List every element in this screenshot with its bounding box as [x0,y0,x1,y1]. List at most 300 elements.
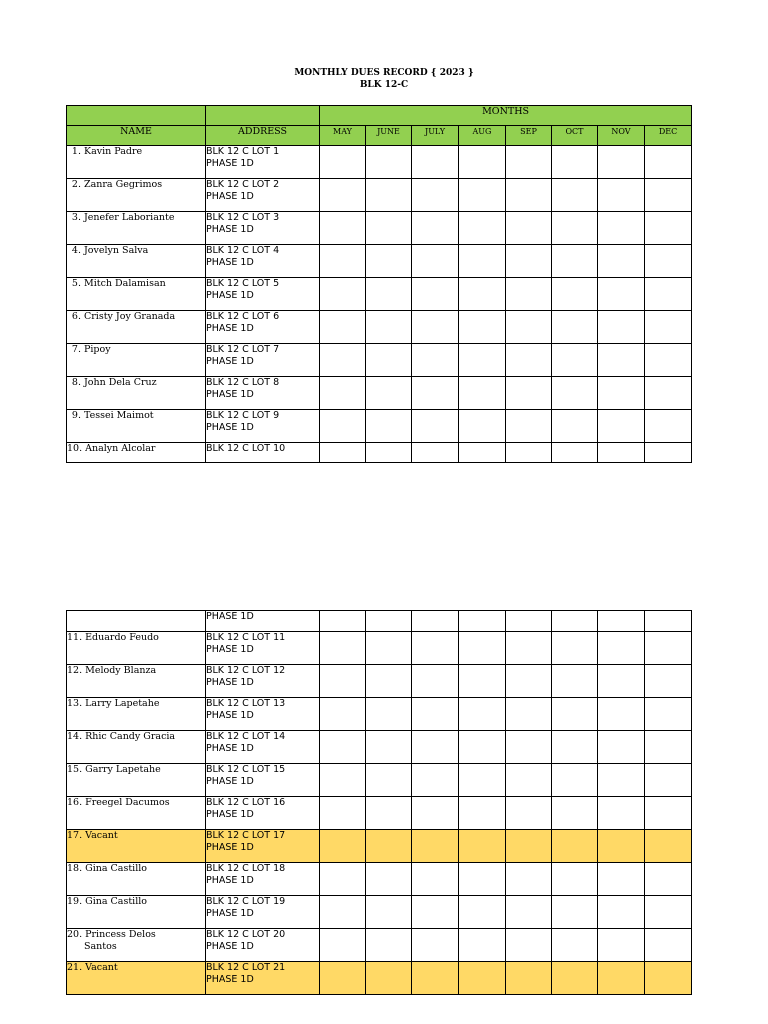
table-row [67,698,692,731]
address-line-1: BLK 12 C LOT 4 [206,245,280,256]
dues-cell[interactable] [552,311,598,344]
table-row [67,632,692,665]
month-header-sep: SEP [506,126,552,146]
dues-cell[interactable] [645,962,692,995]
dues-cell[interactable] [645,311,692,344]
name-cell [67,698,206,731]
dues-cell[interactable] [552,212,598,245]
row-number: 12. [67,665,83,676]
table-row [67,863,692,896]
dues-cell[interactable] [320,698,366,731]
address-cell [206,929,320,962]
name-cell [67,764,206,797]
dues-cell[interactable] [506,830,552,863]
document-title: MONTHLY DUES RECORD { 2023 } [294,68,474,78]
dues-cell[interactable] [552,632,598,665]
dues-cell[interactable] [320,179,366,212]
name-cell [67,830,206,863]
dues-cell[interactable] [645,278,692,311]
dues-cell[interactable] [320,245,366,278]
resident-name-text: Vacant [85,830,118,841]
dues-cell[interactable] [412,410,459,443]
resident-name [67,245,205,257]
dues-cell[interactable] [459,929,506,962]
dues-cell[interactable] [506,443,552,463]
dues-cell[interactable] [366,731,412,764]
resident-name [67,830,205,842]
dues-cell[interactable] [412,377,459,410]
dues-table-page-1 [66,105,692,463]
address-line-1: BLK 12 C LOT 10 [206,443,286,454]
dues-cell[interactable] [552,377,598,410]
dues-cell[interactable] [459,344,506,377]
dues-cell[interactable] [552,611,598,632]
dues-cell[interactable] [366,278,412,311]
dues-cell[interactable] [320,962,366,995]
dues-cell[interactable] [552,731,598,764]
dues-cell[interactable] [506,179,552,212]
dues-cell[interactable] [506,863,552,896]
dues-cell[interactable] [506,344,552,377]
dues-cell[interactable] [412,278,459,311]
address-line-2: PHASE 1D [206,940,254,952]
address-line-2: PHASE 1D [206,709,254,721]
dues-cell[interactable] [645,698,692,731]
address-line-1: BLK 12 C LOT 12 [206,665,286,676]
row-number: 11. [67,632,83,643]
dues-cell[interactable] [459,665,506,698]
dues-cell[interactable] [552,443,598,463]
address-cell [206,377,320,410]
dues-cell[interactable] [459,377,506,410]
dues-cell[interactable] [506,212,552,245]
dues-cell[interactable] [552,410,598,443]
table-row [67,311,692,344]
dues-cell[interactable] [645,245,692,278]
address-cell [206,830,320,863]
address-line-1: BLK 12 C LOT 5 [206,278,280,289]
resident-name-text: Jenefer Laboriante [84,212,175,223]
dues-cell[interactable] [320,665,366,698]
address-cell [206,278,320,311]
dues-cell[interactable] [366,611,412,632]
dues-cell[interactable] [320,443,366,463]
dues-cell[interactable] [645,797,692,830]
resident-name [67,665,205,677]
dues-cell[interactable] [459,212,506,245]
dues-cell[interactable] [598,830,645,863]
dues-cell[interactable] [506,731,552,764]
dues-cell[interactable] [552,863,598,896]
table-row [67,146,692,179]
dues-cell[interactable] [645,377,692,410]
row-number: 3. [71,212,81,223]
resident-name [67,632,205,644]
dues-cell[interactable] [598,146,645,179]
dues-cell[interactable] [598,896,645,929]
dues-cell[interactable] [645,896,692,929]
address-cell [206,632,320,665]
dues-cell[interactable] [320,410,366,443]
dues-cell[interactable] [459,830,506,863]
dues-cell[interactable] [459,443,506,463]
dues-cell[interactable] [366,311,412,344]
dues-cell[interactable] [459,797,506,830]
address-line-1: BLK 12 C LOT 20 [206,929,286,940]
dues-cell[interactable] [552,764,598,797]
table-row [67,344,692,377]
dues-cell[interactable] [412,731,459,764]
dues-cell[interactable] [598,797,645,830]
dues-cell[interactable] [506,929,552,962]
dues-cell[interactable] [320,632,366,665]
dues-cell[interactable] [366,443,412,463]
dues-cell[interactable] [552,830,598,863]
dues-cell[interactable] [506,764,552,797]
dues-cell[interactable] [506,797,552,830]
blank-header-cell [67,106,206,126]
address-cell [206,146,320,179]
address-cell [206,410,320,443]
dues-cell[interactable] [412,632,459,665]
resident-name-text: Rhic Candy Gracia [85,731,176,742]
dues-cell[interactable] [412,896,459,929]
dues-cell[interactable] [412,212,459,245]
dues-cell[interactable] [645,665,692,698]
dues-cell[interactable] [366,962,412,995]
dues-cell[interactable] [459,764,506,797]
dues-cell[interactable] [506,632,552,665]
name-cell [67,146,206,179]
dues-cell[interactable] [645,146,692,179]
dues-cell[interactable] [506,665,552,698]
dues-cell[interactable] [506,896,552,929]
dues-cell[interactable] [645,632,692,665]
name-cell [67,443,206,463]
name-cell [67,797,206,830]
row-number: 1. [71,146,81,157]
dues-cell[interactable] [459,179,506,212]
table-row [67,731,692,764]
dues-cell[interactable] [598,863,645,896]
dues-cell[interactable] [320,830,366,863]
dues-cell[interactable] [645,410,692,443]
dues-cell[interactable] [412,146,459,179]
dues-cell[interactable] [320,377,366,410]
month-header-aug: AUG [459,126,506,146]
name-cell [67,863,206,896]
dues-cell[interactable] [320,896,366,929]
dues-cell[interactable] [552,962,598,995]
dues-cell[interactable] [506,698,552,731]
address-line-1: BLK 12 C LOT 7 [206,344,280,355]
dues-table-page-2 [66,610,692,995]
dues-cell[interactable] [598,344,645,377]
dues-cell[interactable] [366,698,412,731]
resident-name-text: Larry Lapetahe [85,698,160,709]
name-cell [67,245,206,278]
resident-name-line2: Santos [84,940,117,952]
dues-cell[interactable] [459,278,506,311]
dues-cell[interactable] [459,632,506,665]
dues-cell[interactable] [366,344,412,377]
table-row [67,929,692,962]
dues-cell[interactable] [506,611,552,632]
dues-cell[interactable] [366,929,412,962]
dues-cell[interactable] [506,962,552,995]
address-cell [206,962,320,995]
address-cell [206,611,320,632]
dues-cell[interactable] [459,311,506,344]
dues-cell[interactable] [598,212,645,245]
months-header: MONTHS [320,106,692,126]
dues-cell[interactable] [320,929,366,962]
dues-cell[interactable] [320,797,366,830]
month-header-july: JULY [412,126,459,146]
resident-name-text: Cristy Joy Granada [84,311,176,322]
dues-cell[interactable] [320,146,366,179]
dues-cell[interactable] [598,611,645,632]
dues-cell[interactable] [320,764,366,797]
dues-cell[interactable] [645,929,692,962]
dues-cell[interactable] [366,377,412,410]
row-number: 14. [67,731,83,742]
dues-cell[interactable] [598,764,645,797]
dues-cell[interactable] [366,245,412,278]
dues-cell[interactable] [552,698,598,731]
dues-cell[interactable] [366,797,412,830]
address-cell [206,179,320,212]
address-line-1: BLK 12 C LOT 9 [206,410,280,421]
dues-cell[interactable] [598,929,645,962]
dues-cell[interactable] [412,311,459,344]
dues-cell[interactable] [459,896,506,929]
address-cell [206,863,320,896]
address-line-1: BLK 12 C LOT 19 [206,896,286,907]
dues-cell[interactable] [320,611,366,632]
dues-cell[interactable] [506,311,552,344]
dues-cell[interactable] [552,929,598,962]
resident-name [67,443,205,455]
blank-header-cell [206,106,320,126]
dues-cell[interactable] [412,962,459,995]
name-column-header: NAME [67,126,206,146]
resident-name-text: Gina Castillo [85,863,147,874]
resident-name [67,344,205,356]
dues-cell[interactable] [320,278,366,311]
dues-cell[interactable] [320,863,366,896]
name-cell [67,212,206,245]
table-row [67,410,692,443]
resident-name [67,146,205,158]
dues-cell[interactable] [598,410,645,443]
table-row [67,764,692,797]
dues-cell[interactable] [598,443,645,463]
dues-cell[interactable] [320,731,366,764]
dues-cell[interactable] [459,962,506,995]
address-column-header: ADDRESS [206,126,320,146]
resident-name [67,377,205,389]
dues-cell[interactable] [506,146,552,179]
dues-cell[interactable] [412,797,459,830]
name-cell [67,962,206,995]
row-number: 15. [67,764,83,775]
dues-cell[interactable] [366,863,412,896]
dues-cell[interactable] [366,146,412,179]
resident-name [67,764,205,776]
address-cell [206,344,320,377]
table-row [67,278,692,311]
dues-cell[interactable] [366,632,412,665]
dues-cell[interactable] [598,632,645,665]
dues-cell[interactable] [645,179,692,212]
address-cell [206,764,320,797]
row-number: 10. [67,443,83,454]
dues-cell[interactable] [552,278,598,311]
dues-cell[interactable] [366,764,412,797]
dues-cell[interactable] [552,179,598,212]
dues-cell[interactable] [645,212,692,245]
row-number: 9. [71,410,81,421]
resident-name-text: Garry Lapetahe [85,764,161,775]
dues-cell[interactable] [412,179,459,212]
dues-cell[interactable] [645,764,692,797]
address-cell [206,212,320,245]
address-line-1: BLK 12 C LOT 18 [206,863,286,874]
resident-name-text: Zanra Gegrimos [84,179,163,190]
dues-cell[interactable] [459,863,506,896]
dues-cell[interactable] [412,245,459,278]
dues-cell[interactable] [459,410,506,443]
dues-cell[interactable] [412,764,459,797]
dues-cell[interactable] [412,443,459,463]
dues-cell[interactable] [645,863,692,896]
table-row [67,896,692,929]
address-line-2: PHASE 1D [206,223,254,235]
dues-cell[interactable] [506,278,552,311]
dues-cell[interactable] [645,731,692,764]
dues-cell[interactable] [598,245,645,278]
dues-cell[interactable] [412,665,459,698]
name-cell [67,377,206,410]
address-line-2: PHASE 1D [206,676,254,688]
row-number: 6. [71,311,81,322]
dues-cell[interactable] [552,665,598,698]
name-cell [67,632,206,665]
dues-cell[interactable] [552,797,598,830]
dues-cell[interactable] [506,410,552,443]
dues-cell[interactable] [645,830,692,863]
table-row [67,665,692,698]
document-subtitle: BLK 12-C [359,80,409,90]
table-row [67,179,692,212]
dues-cell[interactable] [459,611,506,632]
resident-name-text: Freegel Dacumos [85,797,170,808]
resident-name [67,962,205,974]
row-number: 5. [71,278,81,289]
dues-cell[interactable] [459,245,506,278]
dues-cell[interactable] [598,962,645,995]
address-cell [206,698,320,731]
dues-cell[interactable] [552,146,598,179]
dues-cell[interactable] [645,611,692,632]
dues-cell[interactable] [366,212,412,245]
resident-name [67,311,205,323]
dues-cell[interactable] [412,830,459,863]
dues-cell[interactable] [459,731,506,764]
address-line-2: PHASE 1D [206,157,254,169]
address-line-1: BLK 12 C LOT 6 [206,311,280,322]
address-cell [206,797,320,830]
dues-cell[interactable] [598,698,645,731]
column-header-row [67,126,692,146]
dues-cell[interactable] [645,443,692,463]
resident-name-text: Analyn Alcolar [85,443,156,454]
address-line-1: BLK 12 C LOT 16 [206,797,286,808]
dues-cell[interactable] [598,179,645,212]
dues-cell[interactable] [412,863,459,896]
dues-cell[interactable] [598,731,645,764]
table-row [67,443,692,463]
name-cell [67,311,206,344]
month-header-oct: OCT [552,126,598,146]
dues-cell[interactable] [412,929,459,962]
dues-cell[interactable] [459,698,506,731]
resident-name-text: Princess Delos [85,929,156,940]
address-line-2: PHASE 1D [206,973,254,985]
dues-cell[interactable] [412,611,459,632]
dues-cell[interactable] [366,410,412,443]
row-number: 8. [71,377,81,388]
dues-cell[interactable] [320,344,366,377]
address-line-2: PHASE 1D [206,742,254,754]
dues-cell[interactable] [598,665,645,698]
dues-cell[interactable] [366,665,412,698]
dues-cell[interactable] [552,245,598,278]
dues-cell[interactable] [506,377,552,410]
dues-cell[interactable] [366,179,412,212]
dues-cell[interactable] [412,698,459,731]
resident-name-text: Tessei Maimot [84,410,154,421]
row-number: 19. [67,896,83,907]
dues-cell[interactable] [320,311,366,344]
dues-cell[interactable] [459,146,506,179]
dues-cell[interactable] [552,896,598,929]
address-line-2: PHASE 1D [206,775,254,787]
dues-cell[interactable] [645,344,692,377]
dues-cell[interactable] [598,278,645,311]
dues-cell[interactable] [412,344,459,377]
resident-name-text: Jovelyn Salva [84,245,149,256]
name-cell [67,929,206,962]
dues-cell[interactable] [320,212,366,245]
resident-name-text: Pipoy [84,344,111,355]
month-header-nov: NOV [598,126,645,146]
row-number: 4. [71,245,81,256]
address-line-1: BLK 12 C LOT 2 [206,179,280,190]
dues-cell[interactable] [598,377,645,410]
dues-cell[interactable] [366,896,412,929]
table-row [67,797,692,830]
address-line-2: PHASE 1D [206,808,254,820]
dues-cell[interactable] [366,830,412,863]
dues-cell[interactable] [598,311,645,344]
months-header-row [67,106,692,126]
dues-cell[interactable] [506,245,552,278]
address-line-2: PHASE 1D [206,355,254,367]
dues-cell[interactable] [552,344,598,377]
resident-name-text: Melody Blanza [85,665,157,676]
